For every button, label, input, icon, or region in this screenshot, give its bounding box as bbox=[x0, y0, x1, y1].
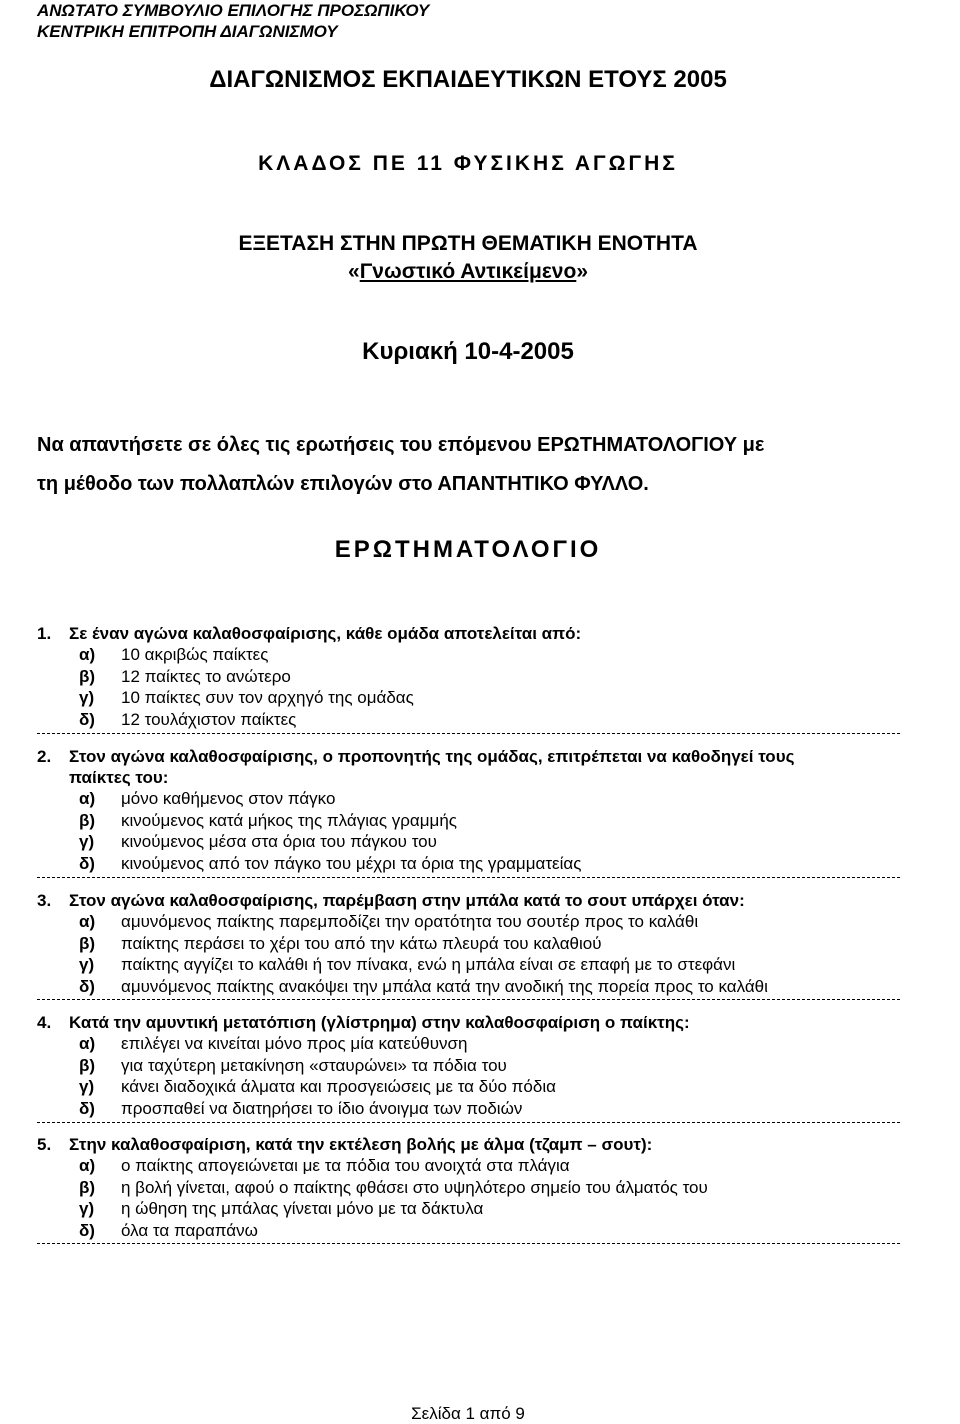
option-b: β) παίκτης περάσει το χέρι του από την κάτω πλευρά του καλαθιού bbox=[79, 933, 602, 953]
option-a: α) μόνο καθήμενος στον πάγκο bbox=[79, 789, 336, 808]
header-organization: ΑΝΩΤΑΤΟ ΣΥΜΒΟΥΛΙΟ ΕΠΙΛΟΓΗΣ ΠΡΟΣΩΠΙΚΟΥ bbox=[37, 1, 430, 20]
option-d: δ) όλα τα παραπάνω bbox=[79, 1220, 258, 1240]
question-2 bbox=[37, 746, 897, 874]
option-c: γ) η ώθηση της μπάλας γίνεται μόνο με τα δάκτυλα bbox=[79, 1199, 484, 1218]
option-d: δ) προσπαθεί να διατηρήσει το ίδιο άνοιγμα των ποδιών bbox=[79, 1098, 523, 1118]
option-c: γ) παίκτης αγγίζει το καλάθι ή τον πίνακα, ενώ η μπάλα είναι σε επαφή με το στεφάνι bbox=[79, 955, 736, 974]
question-number: 5. bbox=[37, 1135, 52, 1154]
option-d: δ) κινούμενος από τον πάγκο του μέχρι τα όρια της γραμματείας bbox=[79, 853, 582, 873]
option-c: γ) 10 παίκτες συν τον αρχηγό της ομάδας bbox=[79, 688, 414, 707]
question-4 bbox=[37, 1012, 897, 1119]
subject-title bbox=[0, 260, 936, 284]
document-header bbox=[37, 0, 429, 42]
question-text-continued: παίκτες του: bbox=[69, 768, 169, 787]
option-b: β) η βολή γίνεται, αφού ο παίκτης φθάσει στο υψηλότερο σημείο του άλματός του bbox=[79, 1177, 708, 1197]
question-text: 1. Σε έναν αγώνα καλαθοσφαίρισης, κάθε ομάδα αποτελείται από: bbox=[37, 624, 582, 643]
question-divider bbox=[37, 1243, 900, 1244]
question-text: 5. Στην καλαθοσφαίριση, κατά την εκτέλεση βολής με άλμα (τζαμπ – σουτ): bbox=[37, 1135, 653, 1154]
question-text: 4. Κατά την αμυντική μετατόπιση (γλίστρημα) στην καλαθοσφαίριση ο παίκτης: bbox=[37, 1013, 690, 1032]
question-number: 2. bbox=[37, 747, 52, 766]
question-number: 4. bbox=[37, 1013, 52, 1032]
question-5 bbox=[37, 1134, 897, 1241]
question-divider bbox=[37, 999, 900, 1000]
option-c: γ) κινούμενος μέσα στα όρια του πάγκου του bbox=[79, 832, 437, 851]
option-b: β) 12 παίκτες το ανώτερο bbox=[79, 666, 291, 686]
page-number: Σελίδα 1 από 9 bbox=[411, 1404, 525, 1423]
question-text: 2. Στον αγώνα καλαθοσφαίρισης, ο προπονητής της ομάδας, επιτρέπεται να καθοδηγεί τους bbox=[37, 747, 795, 766]
option-b: β) κινούμενος κατά μήκος της πλάγιας γραμμής bbox=[79, 810, 457, 830]
document-title: ΔΙΑΓΩΝΙΣΜΟΣ ΕΚΠΑΙΔΕΥΤΙΚΩΝ ΕΤΟΥΣ 2005 bbox=[209, 66, 727, 93]
option-a: α) ο παίκτης απογειώνεται με τα πόδια του ανοιχτά στα πλάγια bbox=[79, 1156, 570, 1175]
question-number: 3. bbox=[37, 891, 52, 910]
option-b: β) για ταχύτερη μετακίνηση «σταυρώνει» τα πόδια του bbox=[79, 1055, 507, 1075]
option-a: α) 10 ακριβώς παίκτες bbox=[79, 645, 269, 664]
instructions-line-1: Να απαντήσετε σε όλες τις ερωτήσεις του επόμενου ΕΡΩΤΗΜΑΤΟΛΟΓΙΟΥ με bbox=[37, 434, 765, 456]
question-1 bbox=[37, 623, 897, 730]
exam-date: Κυριακή 10-4-2005 bbox=[362, 338, 574, 365]
question-text: 3. Στον αγώνα καλαθοσφαίρισης, παρέμβαση στην μπάλα κατά το σουτ υπάρχει όταν: bbox=[37, 891, 745, 910]
subject-close-quote: » bbox=[576, 260, 588, 283]
option-d: δ) 12 τουλάχιστον παίκτες bbox=[79, 709, 297, 729]
option-c: γ) κάνει διαδοχικά άλματα και προσγειώσεις με τα δύο πόδια bbox=[79, 1077, 556, 1096]
instructions-line-2: τη μέθοδο των πολλαπλών επιλογών στο ΑΠΑΝΤΗΤΙΚΟ ΦΥΛΛΟ. bbox=[37, 473, 649, 495]
question-number: 1. bbox=[37, 624, 52, 643]
question-divider bbox=[37, 1122, 900, 1123]
subject-name: Γνωστικό Αντικείμενο bbox=[359, 260, 577, 283]
branch-title: ΚΛΑΔΟΣ ΠΕ 11 ΦΥΣΙΚΗΣ ΑΓΩΓΗΣ bbox=[258, 152, 678, 175]
question-divider bbox=[37, 733, 900, 734]
questionnaire-heading: ΕΡΩΤΗΜΑΤΟΛΟΓΙΟ bbox=[334, 536, 602, 563]
question-3 bbox=[37, 890, 897, 997]
header-committee: ΚΕΝΤΡΙΚΗ ΕΠΙΤΡΟΠΗ ΔΙΑΓΩΝΙΣΜΟΥ bbox=[37, 22, 338, 41]
option-a: α) επιλέγει να κινείται μόνο προς μία κατεύθυνση bbox=[79, 1034, 468, 1053]
option-a: α) αμυνόμενος παίκτης παρεμποδίζει την ορατότητα του σουτέρ προς το καλάθι bbox=[79, 912, 699, 931]
option-d: δ) αμυνόμενος παίκτης ανακόψει την μπάλα κατά την ανοδική της πορεία προς το καλάθι bbox=[79, 976, 768, 996]
question-divider bbox=[37, 877, 900, 878]
exam-title: ΕΞΕΤΑΣΗ ΣΤΗΝ ΠΡΩΤΗ ΘΕΜΑΤΙΚΗ ΕΝΟΤΗΤΑ bbox=[238, 232, 698, 255]
subject-open-quote: « bbox=[348, 260, 360, 283]
